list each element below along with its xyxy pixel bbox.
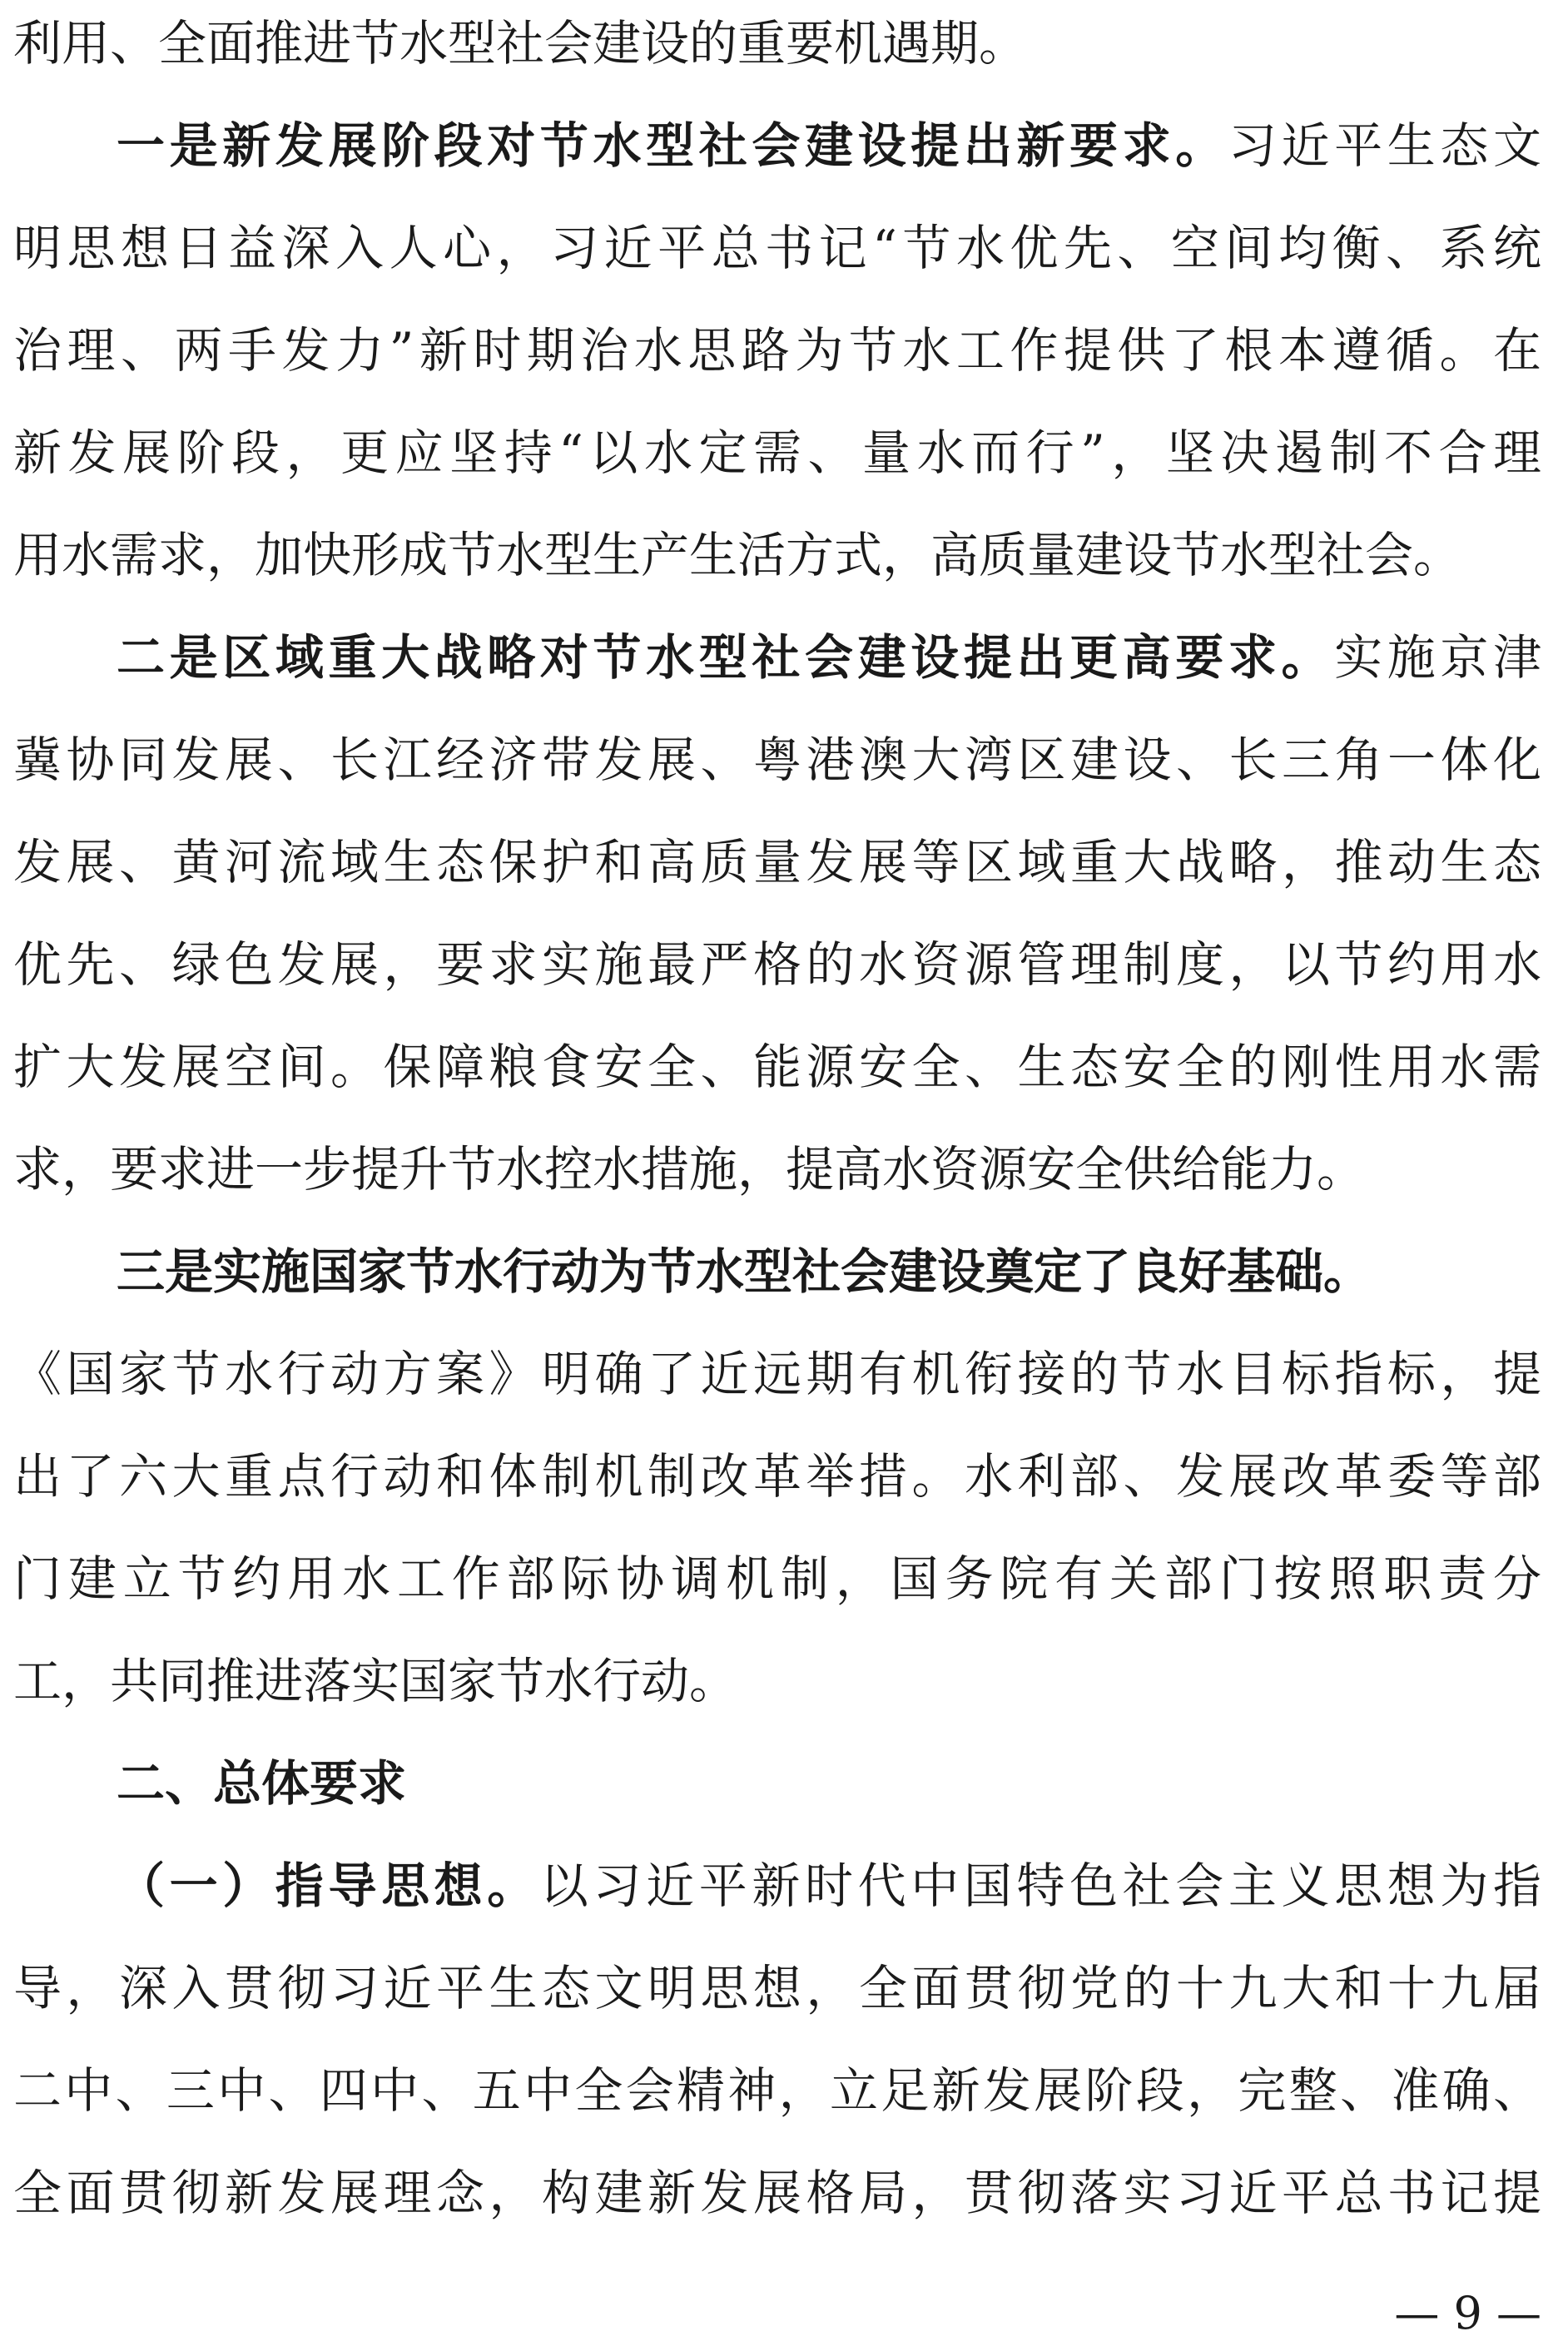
paragraph-lead: （一）指导思想。 [117, 1857, 540, 1914]
text-line: 治理、两手发力”新时期治水思路为节水工作提供了根本遵循。在 [13, 322, 1541, 379]
paragraph-text: 习近平生态文 [1228, 117, 1541, 174]
text-line: 冀协同发展、长江经济带发展、粤港澳大湾区建设、长三角一体化 [13, 732, 1541, 788]
text-line: 二中、三中、四中、五中全会精神，立足新发展阶段，完整、准确、 [13, 2062, 1541, 2119]
text-line: 《国家节水行动方案》明确了近远期有机衔接的节水目标指标，提 [13, 1346, 1541, 1402]
text-line [117, 104, 1541, 187]
text-line: 出了六大重点行动和体制机制改革举措。水利部、发展改革委等部 [13, 1448, 1541, 1505]
paragraph-text: 以习近平新时代中国特色社会主义思想为指 [539, 1857, 1541, 1914]
paragraph-lead: 二是区域重大战略对节水型社会建设提出更高要求。 [117, 629, 1335, 686]
text-line: 全面贯彻新发展理念，构建新发展格局，贯彻落实习近平总书记提 [13, 2165, 1541, 2221]
page-number: — 9 — [1394, 2287, 1541, 2339]
text-line [117, 1844, 1541, 1927]
paragraph-text: 实施京津 [1334, 629, 1541, 686]
text-line: 扩大发展空间。保障粮食安全、能源安全、生态安全的刚性用水需 [13, 1039, 1541, 1095]
text-line: 优先、绿色发展，要求实施最严格的水资源管理制度，以节约用水 [13, 936, 1541, 993]
text-line: 发展、黄河流域生态保护和高质量发展等区域重大战略，推动生态 [13, 834, 1541, 890]
text-line: 门建立节约用水工作部际协调机制，国务院有关部门按照职责分 [13, 1550, 1541, 1607]
text-line: 新发展阶段，更应坚持“以水定需、量水而行”，坚决遏制不合理 [13, 424, 1541, 481]
text-line: 明思想日益深入人心，习近平总书记“节水优先、空间均衡、系统 [13, 220, 1541, 276]
paragraph-lead: 一是新发展阶段对节水型社会建设提出新要求。 [117, 117, 1228, 174]
text-line: 求，要求进一步提升节水控水措施，提高水资源安全供给能力。 [13, 1141, 1366, 1198]
text-line [117, 1230, 1541, 1313]
text-line: 工，共同推进落实国家节水行动。 [13, 1653, 738, 1709]
paragraph-lead: 三是实施国家节水行动为节水型社会建设奠定了良好基础。 [117, 1243, 1372, 1300]
text-line: 用水需求，加快形成节水型生产生活方式，高质量建设节水型社会。 [13, 527, 1462, 583]
text-line: 利用、全面推进节水型社会建设的重要机遇期。 [13, 15, 1028, 72]
text-line: 导，深入贯彻习近平生态文明思想，全面贯彻党的十九大和十九届 [13, 1960, 1541, 2016]
text-line [117, 616, 1541, 699]
section-heading: 二、总体要求 [117, 1755, 407, 1812]
